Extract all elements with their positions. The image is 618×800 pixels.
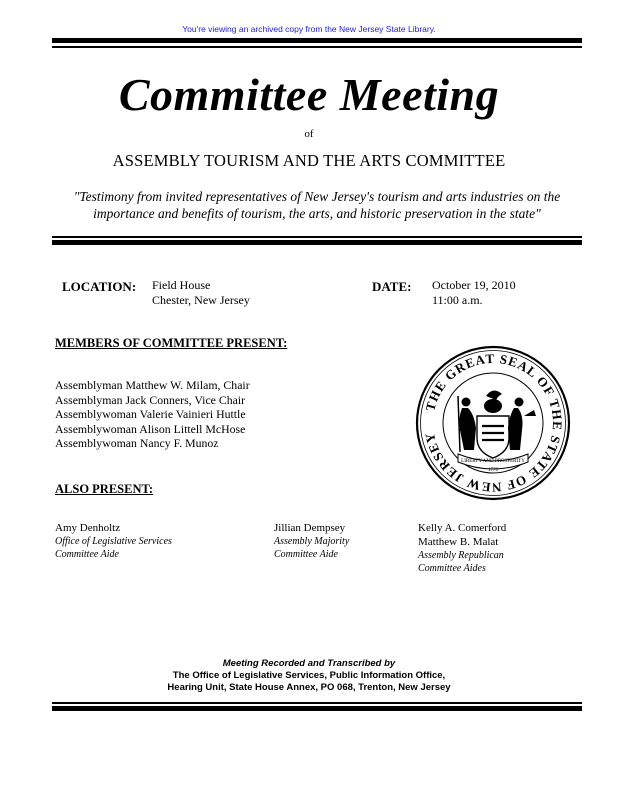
great-seal-image: [414, 344, 572, 502]
date-line-1: October 19, 2010: [432, 278, 516, 292]
staff-role: Assembly Republican: [418, 550, 504, 561]
top-rule-thin: [52, 46, 582, 48]
document-title: Committee Meeting: [118, 69, 500, 120]
archive-banner: You're viewing an archived copy from the New Jersey State Library.: [182, 24, 436, 34]
seal-ribbon-text: LIBERTY AND PROSPERITY: [461, 459, 525, 464]
staff-name: Kelly A. Comerford: [418, 522, 507, 534]
members-heading: MEMBERS OF COMMITTEE PRESENT:: [55, 336, 288, 350]
staff-entry-1: [55, 521, 172, 561]
member-item: Assemblywoman Alison Littell McHose: [55, 421, 246, 436]
footer-line-2: The Office of Legislative Services, Public Information Office,: [172, 670, 446, 681]
staff-name: Amy Denholtz: [55, 522, 121, 534]
footer-line-3: Hearing Unit, State House Annex, PO 068, Trenton, New Jersey: [167, 682, 451, 693]
staff-role: Committee Aide: [55, 549, 119, 560]
staff-role: Office of Legislative Services: [55, 536, 172, 547]
meeting-subject: [52, 188, 582, 222]
committee-name: ASSEMBLY TOURISM AND THE ARTS COMMITTEE: [112, 151, 506, 170]
subject-line-1: "Testimony from invited representatives of New Jersey's tourism and arts industries on the: [73, 189, 561, 204]
bottom-rule-thick: [52, 706, 582, 711]
members-list: [55, 378, 250, 451]
location-line-2: Chester, New Jersey: [152, 293, 250, 307]
staff-entry-3: [418, 521, 506, 575]
middle-rule-thin: [52, 236, 582, 238]
staff-role: Committee Aides: [418, 563, 486, 574]
member-item: Assemblywoman Nancy F. Munoz: [55, 436, 219, 451]
staff-entry-2: [274, 521, 349, 561]
staff-name: Matthew B. Malat: [418, 536, 499, 548]
of-text: of: [304, 128, 314, 140]
location-value: [152, 278, 250, 308]
subject-line-2: importance and benefits of tourism, the arts, and historic preservation in the state": [93, 206, 541, 221]
location-line-1: Field House: [152, 278, 211, 292]
transcription-credit: [0, 658, 618, 694]
staff-role: Assembly Majority: [274, 536, 350, 547]
middle-rule-thick: [52, 240, 582, 245]
member-item: Assemblyman Jack Conners, Vice Chair: [55, 392, 246, 407]
also-present-heading: ALSO PRESENT:: [55, 482, 154, 496]
seal-year-text: 1776: [488, 468, 498, 473]
member-item: Assemblyman Matthew W. Milam, Chair: [55, 378, 250, 392]
date-label: DATE:: [372, 279, 412, 294]
seal-ring-text: THE GREAT SEAL OF THE STATE OF NEW JERSEY: [421, 350, 566, 496]
staff-name: Jillian Dempsey: [274, 522, 346, 534]
bottom-rule-thin: [52, 702, 582, 704]
top-rule-thick: [52, 38, 582, 43]
footer-line-1: Meeting Recorded and Transcribed by: [222, 658, 396, 669]
staff-role: Committee Aide: [274, 549, 338, 560]
date-value: [432, 278, 516, 308]
date-line-2: 11:00 a.m.: [432, 293, 483, 307]
location-label: LOCATION:: [62, 279, 137, 294]
member-item: Assemblywoman Valerie Vainieri Huttle: [55, 407, 246, 422]
